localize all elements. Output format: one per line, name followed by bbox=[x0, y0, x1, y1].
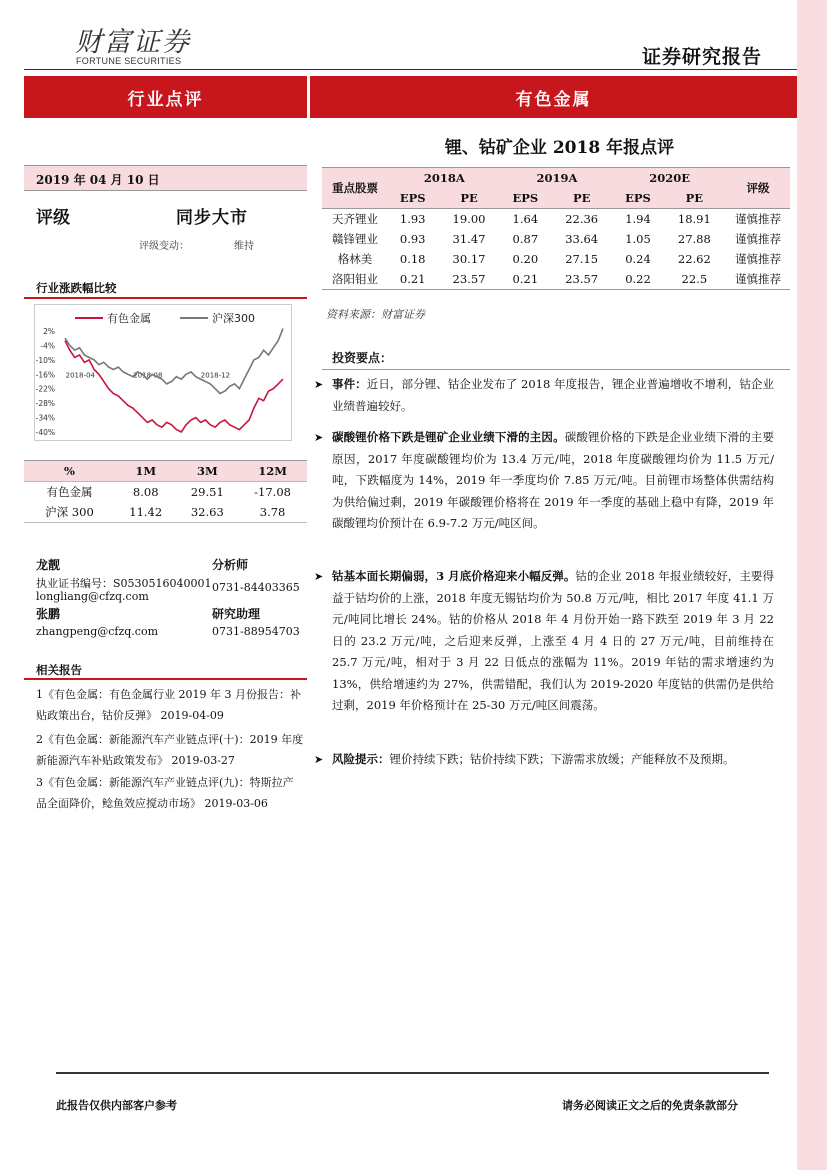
logo-cn: 财富证券 bbox=[75, 27, 191, 58]
rating-change-value: 维持 bbox=[234, 241, 254, 252]
stock-rating: 谨慎推荐 bbox=[735, 232, 781, 246]
arrow-bullet-icon: ➤ bbox=[314, 431, 324, 444]
legend-label: 沪深300 bbox=[212, 312, 255, 325]
stock-name: 格林美 bbox=[337, 252, 373, 266]
val-cell: 0.24 bbox=[625, 252, 651, 266]
arrow-bullet-icon: ➤ bbox=[314, 753, 324, 766]
valuation-sub: EPS bbox=[501, 188, 550, 209]
y-tick-label: -10% bbox=[35, 355, 55, 365]
legend-label: 有色金属 bbox=[107, 312, 151, 325]
logo-en: FORTUNE SECURITIES bbox=[76, 56, 182, 66]
val-cell: 22.62 bbox=[677, 252, 711, 266]
val-cell: 0.87 bbox=[512, 232, 539, 246]
y-tick-label: -34% bbox=[35, 413, 55, 423]
report-date: 2019 年 04 月 10 日 bbox=[36, 173, 160, 187]
perf-cell: 29.51 bbox=[190, 485, 224, 499]
valuation-table bbox=[322, 167, 790, 290]
perf-col: 12M bbox=[238, 461, 307, 482]
perf-cell: 11.42 bbox=[115, 502, 177, 523]
report-title: 锂、钴矿企业 2018 年报点评 bbox=[444, 138, 675, 158]
point-text: 碳酸锂价格的下跌是企业业绩下滑的主要原因，2017 年度碳酸锂均价为 13.4 万元/吨，2018 年度碳酸锂均价为 11.5 万元/吨，下跌幅度为 14%，2019 年一季度均价 7.85 万元/吨。目前锂市场整体供需结构为供给偏过剩，2019 年碳酸锂价格将在 2019 年一季度的基础上稳中有降，2019 年碳酸锂均价预计在 6.9-7.2 万元/吨区间。 bbox=[332, 430, 774, 530]
analyst-role-2: 研究助理 bbox=[212, 607, 261, 621]
val-cell: 0.18 bbox=[399, 252, 426, 266]
val-cell: 31.47 bbox=[452, 232, 486, 246]
valuation-row bbox=[322, 269, 790, 290]
rating-change-label: 评级变动： bbox=[139, 241, 189, 252]
analyst-cert: 执业证书编号：S0530516040001 bbox=[36, 577, 212, 590]
analyst-phone-1: 0731-84403365 bbox=[212, 581, 300, 594]
val-cell: 30.17 bbox=[452, 252, 486, 266]
series-line bbox=[65, 329, 283, 394]
perf-cell: -17.08 bbox=[254, 485, 291, 499]
arrow-bullet-icon: ➤ bbox=[314, 378, 324, 391]
valuation-sub: EPS bbox=[388, 188, 437, 209]
val-cell: 1.64 bbox=[512, 212, 539, 226]
y-tick-label: -40% bbox=[35, 428, 55, 437]
val-cell: 23.57 bbox=[437, 269, 500, 290]
point-text: 近日，部分锂、钴企业发布了 2018 年度报告，锂企业普遍增收不增利，钴企业业绩普遍较好。 bbox=[332, 377, 775, 413]
perf-row bbox=[24, 482, 307, 503]
perf-section-title: 行业涨跌幅比较 bbox=[36, 281, 117, 295]
valuation-row bbox=[322, 229, 790, 249]
band-industry: 有色金属 bbox=[310, 76, 797, 118]
valuation-col-rating: 评级 bbox=[726, 168, 790, 209]
perf-cell: 沪深 300 bbox=[24, 502, 115, 523]
perf-chart bbox=[34, 304, 292, 441]
point-item bbox=[314, 374, 775, 417]
x-tick-label: 2018-08 bbox=[133, 371, 163, 380]
analyst-phone-2: 0731-88954703 bbox=[212, 625, 300, 638]
stock-rating: 谨慎推荐 bbox=[726, 269, 790, 290]
y-tick-label: -28% bbox=[35, 399, 55, 409]
stock-name: 洛阳钼业 bbox=[322, 269, 388, 290]
valuation-row bbox=[322, 249, 790, 269]
analyst-name-1: 龙靓 bbox=[36, 558, 61, 572]
point-text: 钴的企业 2018 年报业绩较好，主要得益于钴均价的上涨，2018 年度无锡钴均价为 50.8 万元/吨，相比 2017 年度 41.1 万元/吨同比增长 24%。钴的价格从 2018 年 4 月份开始一路下跌至 2019 年 3 月 22 日的 23.2 万元/吨，之后迎来反弹，上涨至 4 月 4 日的 27 万元/吨，目前维持在 25.7 万元/吨，相对于 3 月 22 日低点的涨幅为 11%。2019 年钴的需求增速约为 13%，供给增速约为 27%，供需错配，我们认为 2019-2020 年度钴的供需仍是供给过剩，2019 年价格预计在 25-30 万元/吨区间震荡。 bbox=[332, 569, 775, 712]
val-cell: 1.93 bbox=[399, 212, 426, 226]
valuation-sub: PE bbox=[663, 188, 726, 209]
perf-section-rule bbox=[24, 297, 307, 299]
val-cell: 19.00 bbox=[452, 212, 486, 226]
val-cell: 18.91 bbox=[677, 212, 711, 226]
points-heading: 投资要点： bbox=[332, 351, 393, 365]
footer-disclaimer: 请务必阅读正文之后的免责条款部分 bbox=[562, 1099, 738, 1112]
related-report[interactable]: 1《有色金属：有色金属行业 2019 年 3 月份报告：补贴政策出台，钴价反弹》 2019-04-09 bbox=[36, 688, 301, 722]
series-line bbox=[65, 341, 283, 432]
analyst-email-2[interactable]: zhangpeng@cfzq.com bbox=[36, 625, 159, 638]
perf-chart-svg bbox=[35, 305, 291, 440]
point-bold: 事件： bbox=[332, 377, 367, 391]
valuation-year: 2019A bbox=[501, 168, 614, 189]
related-report[interactable]: 2《有色金属：新能源汽车产业链点评(十)：2019 年度新能源汽车补贴政策发布》 2019-03-27 bbox=[36, 733, 304, 767]
point-bold: 钴基本面长期偏弱，3 月底价格迎来小幅反弹。 bbox=[332, 569, 576, 583]
val-cell: 1.05 bbox=[625, 232, 651, 246]
val-cell: 0.22 bbox=[613, 269, 662, 290]
point-bold: 风险提示： bbox=[332, 752, 390, 766]
footer-rule bbox=[56, 1072, 769, 1074]
valuation-sub: PE bbox=[437, 188, 500, 209]
arrow-bullet-icon: ➤ bbox=[314, 570, 324, 583]
perf-cell: 3.78 bbox=[238, 502, 307, 523]
perf-col: 1M bbox=[115, 461, 177, 482]
valuation-header-row bbox=[322, 168, 790, 189]
stock-rating: 谨慎推荐 bbox=[735, 252, 781, 266]
valuation-sub: PE bbox=[550, 188, 613, 209]
val-cell: 0.21 bbox=[388, 269, 437, 290]
valuation-year: 2018A bbox=[388, 168, 501, 189]
stock-name: 赣锋锂业 bbox=[332, 232, 378, 246]
point-item bbox=[314, 566, 775, 717]
y-tick-label: -16% bbox=[35, 370, 55, 380]
perf-table-header bbox=[24, 461, 307, 482]
table-source: 资料来源：财富证券 bbox=[326, 308, 425, 321]
valuation-year: 2020E bbox=[613, 168, 726, 189]
header-rule bbox=[24, 69, 797, 70]
related-report[interactable]: 3《有色金属：新能源汽车产业链点评(九)：特斯拉产品全面降价，鲶鱼效应搅动市场》 2019-03-06 bbox=[36, 776, 294, 810]
band-category: 行业点评 bbox=[24, 76, 307, 118]
stock-rating: 谨慎推荐 bbox=[735, 212, 781, 226]
y-tick-label: -4% bbox=[40, 341, 55, 351]
points-rule bbox=[322, 369, 790, 370]
y-tick-label: 2% bbox=[43, 327, 55, 336]
rating-label: 评级 bbox=[36, 208, 70, 228]
val-cell: 33.64 bbox=[565, 232, 599, 246]
val-cell: 22.5 bbox=[663, 269, 726, 290]
point-text: 锂价持续下跌；钴价持续下跌；下游需求放缓；产能释放不及预期。 bbox=[389, 752, 735, 766]
stock-name: 天齐锂业 bbox=[332, 212, 378, 226]
valuation-row bbox=[322, 209, 790, 230]
perf-cell: 有色金属 bbox=[46, 485, 93, 499]
perf-table bbox=[24, 460, 307, 523]
val-cell: 27.88 bbox=[677, 232, 711, 246]
perf-row bbox=[24, 502, 307, 523]
perf-cell: 32.63 bbox=[177, 502, 239, 523]
related-section-rule bbox=[24, 678, 307, 680]
perf-col: 3M bbox=[177, 461, 239, 482]
perf-cell: 8.08 bbox=[132, 485, 159, 499]
rating-value: 同步大市 bbox=[176, 208, 248, 228]
analyst-role-1: 分析师 bbox=[212, 558, 249, 572]
point-item bbox=[314, 749, 774, 771]
y-tick-label: -22% bbox=[35, 384, 55, 394]
val-cell: 0.20 bbox=[512, 252, 539, 266]
related-section-title: 相关报告 bbox=[36, 663, 82, 677]
point-bold: 碳酸锂价格下跌是锂矿企业业绩下滑的主因。 bbox=[332, 430, 565, 444]
val-cell: 1.94 bbox=[625, 212, 651, 226]
valuation-sub: EPS bbox=[613, 188, 662, 209]
val-cell: 27.15 bbox=[565, 252, 599, 266]
perf-col: % bbox=[24, 461, 115, 482]
valuation-col-stock: 重点股票 bbox=[322, 168, 388, 209]
val-cell: 0.21 bbox=[501, 269, 550, 290]
val-cell: 22.36 bbox=[565, 212, 599, 226]
val-cell: 0.93 bbox=[399, 232, 426, 246]
x-tick-label: 2018-04 bbox=[65, 371, 95, 380]
valuation-subheader-row bbox=[322, 188, 790, 209]
analyst-email-1[interactable]: longliang@cfzq.com bbox=[36, 590, 149, 603]
report-type: 证券研究报告 bbox=[642, 46, 763, 68]
point-item bbox=[314, 427, 774, 535]
x-tick-label: 2018-12 bbox=[200, 371, 231, 380]
analyst-name-2: 张鹏 bbox=[36, 607, 61, 621]
footer-notice: 此报告仅供内部客户参考 bbox=[56, 1099, 177, 1112]
page-side-band bbox=[797, 0, 827, 1170]
val-cell: 23.57 bbox=[550, 269, 613, 290]
